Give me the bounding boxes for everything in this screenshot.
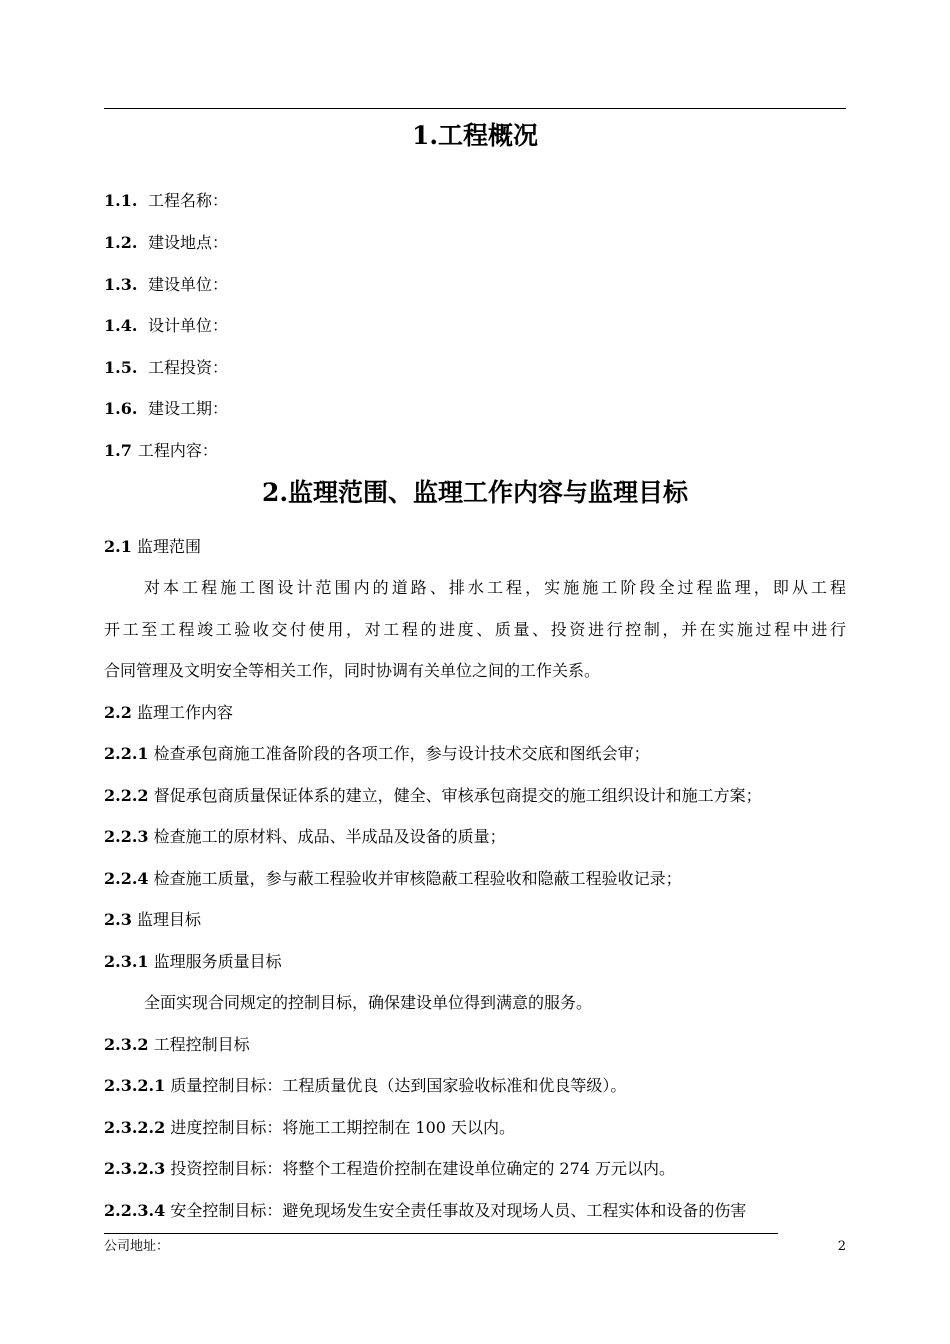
subsection-title: 监理服务质量目标 — [153, 952, 282, 971]
work-item-text: 督促承包商质量保证体系的建立，健全、审核承包商提交的施工组织设计和施工方案； — [153, 786, 762, 805]
control-target-item — [104, 1158, 846, 1180]
control-target-text: 质量控制目标：工程质量优良（达到国家验收标准和优良等级）。 — [170, 1076, 627, 1095]
overview-item — [104, 315, 846, 337]
subsection-title: 监理范围 — [136, 537, 201, 556]
subsection-2-3-title — [104, 909, 846, 931]
section-2-heading: 2.监理范围、监理工作内容与监理目标 — [261, 478, 689, 507]
control-target-text: 进度控制目标：将施工工期控制在 100 天以内。 — [170, 1118, 516, 1137]
control-target-number: 2.3.2.3 — [104, 1159, 166, 1178]
work-item-text: 检查施工的原材料、成品、半成品及设备的质量； — [153, 827, 506, 846]
overview-item-label: 工程内容： — [137, 441, 218, 460]
overview-item-number: 1.2. — [104, 233, 138, 252]
overview-item-label: 工程名称： — [148, 191, 229, 210]
scope-paragraph-line: 对本工程施工图设计范围内的道路、排水工程，实施施工阶段全过程监理，即从工程 — [144, 578, 846, 597]
subsection-number: 2.2 — [104, 703, 132, 722]
footer-address-label: 公司地址： — [104, 1239, 170, 1254]
subsection-title: 工程控制目标 — [153, 1035, 250, 1054]
section-1-heading: 1.工程概况 — [411, 121, 539, 150]
header-rule — [104, 108, 846, 109]
overview-item-number: 1.1. — [104, 191, 138, 210]
overview-item-number: 1.7 — [104, 441, 132, 460]
overview-item — [104, 274, 846, 296]
work-item-text: 检查施工质量，参与蔽工程验收并审核隐蔽工程验收和隐蔽工程验收记录； — [153, 869, 682, 888]
subsection-2-3-2-title — [104, 1034, 846, 1056]
service-quality-paragraph: 全面实现合同规定的控制目标，确保建设单位得到满意的服务。 — [144, 993, 593, 1012]
overview-item-number: 1.6. — [104, 399, 138, 418]
subsection-2-3-1-title — [104, 951, 846, 973]
work-item-text: 检查承包商施工准备阶段的各项工作，参与设计技术交底和图纸会审； — [153, 744, 650, 763]
overview-item — [104, 232, 846, 254]
page-number: 2 — [837, 1239, 846, 1254]
overview-item-label: 建设地点： — [148, 233, 229, 252]
work-item-number: 2.2.1 — [104, 744, 149, 763]
control-target-number: 2.3.2.2 — [104, 1118, 166, 1137]
subsection-title: 监理工作内容 — [136, 703, 233, 722]
work-item-number: 2.2.3 — [104, 827, 149, 846]
work-item — [104, 785, 846, 807]
control-target-number: 2.2.3.4 — [104, 1201, 166, 1220]
subsection-number: 2.3 — [104, 910, 132, 929]
control-target-item — [104, 1200, 846, 1222]
control-target-item — [104, 1075, 846, 1097]
overview-item — [104, 398, 846, 420]
scope-paragraph-line: 开工至工程竣工验收交付使用，对工程的进度、质量、投资进行控制，并在实施过程中进行 — [104, 620, 846, 639]
overview-item-number: 1.4. — [104, 316, 138, 335]
control-target-number: 2.3.2.1 — [104, 1076, 166, 1095]
subsection-2-1-title — [104, 536, 846, 558]
control-target-text: 安全控制目标：避免现场发生安全责任事故及对现场人员、工程实体和设备的伤害 — [170, 1201, 747, 1220]
subsection-number: 2.1 — [104, 537, 132, 556]
overview-item-label: 工程投资： — [148, 358, 229, 377]
overview-item — [104, 357, 846, 379]
footer-rule — [104, 1233, 778, 1234]
subsection-title: 监理目标 — [136, 910, 201, 929]
overview-item-label: 设计单位： — [148, 316, 229, 335]
subsection-2-2-title — [104, 702, 846, 724]
overview-item — [104, 440, 846, 462]
overview-item — [104, 190, 846, 212]
overview-item-number: 1.3. — [104, 275, 138, 294]
overview-item-label: 建设工期： — [148, 399, 229, 418]
work-item — [104, 743, 846, 765]
work-item — [104, 826, 846, 848]
work-item-number: 2.2.2 — [104, 786, 149, 805]
overview-item-label: 建设单位： — [148, 275, 229, 294]
work-item — [104, 868, 846, 890]
subsection-number: 2.3.2 — [104, 1035, 149, 1054]
control-target-item — [104, 1117, 846, 1139]
subsection-number: 2.3.1 — [104, 952, 149, 971]
scope-paragraph-line: 合同管理及文明安全等相关工作，同时协调有关单位之间的工作关系。 — [104, 661, 601, 680]
overview-item-number: 1.5. — [104, 358, 138, 377]
work-item-number: 2.2.4 — [104, 869, 149, 888]
control-target-text: 投资控制目标：将整个工程造价控制在建设单位确定的 274 万元以内。 — [170, 1159, 676, 1178]
